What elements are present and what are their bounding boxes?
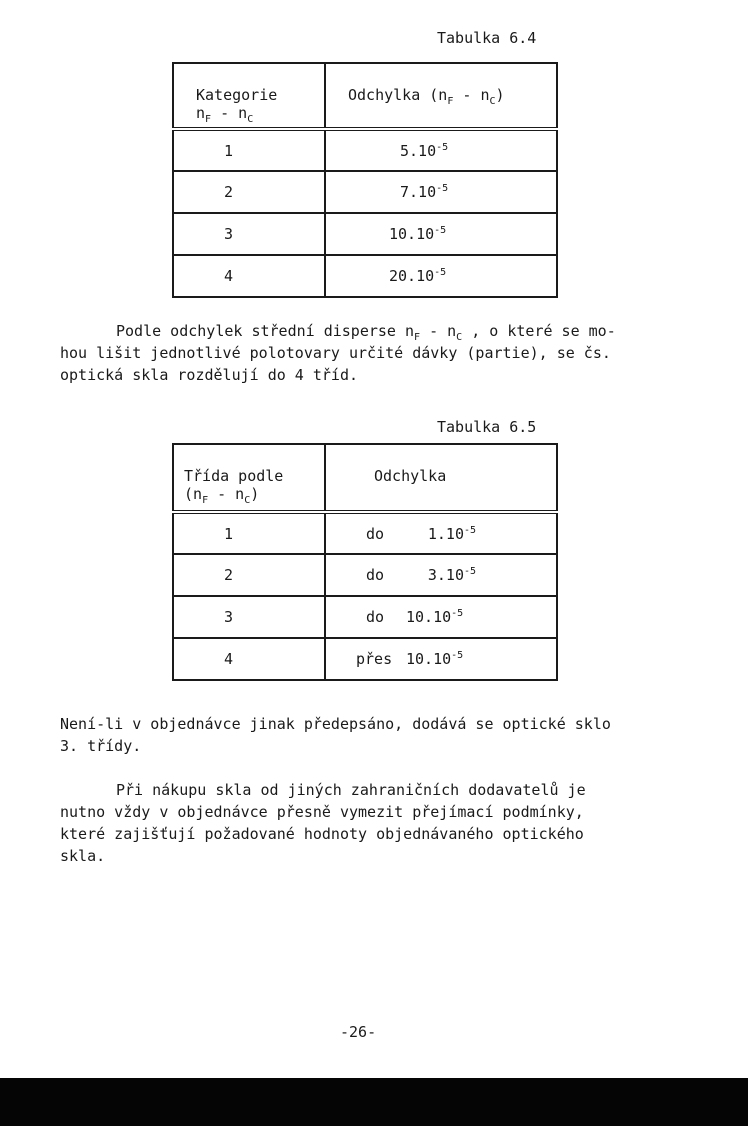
paragraph-line: hou lišit jednotlivé polotovary určité dávky (partie), se čs.: [60, 344, 611, 362]
cell-category: 3: [173, 213, 325, 255]
table-6-5-caption: Tabulka 6.5: [437, 418, 537, 436]
paragraph-disperse: [60, 320, 710, 386]
scan-edge-bar: [0, 1078, 748, 1126]
table-6-5: [172, 443, 558, 681]
cell-deviation: přes $10.10^{-5}$: [356, 650, 464, 668]
page-number: -26-: [340, 1023, 377, 1041]
header-trida: [173, 444, 325, 512]
paragraph-default-class: [60, 713, 720, 757]
cell-deviation: $20.10^{-5}$: [389, 267, 447, 285]
paragraph-foreign-suppliers: [60, 779, 720, 867]
paragraph-line: nutno vždy v objednávce přesně vymezit přejímací podmínky,: [60, 803, 584, 821]
cell-deviation: $7.10^{-5}$: [325, 171, 557, 213]
header-trida-line1: Třída podle: [184, 467, 284, 485]
cell-category: 2: [173, 171, 325, 213]
header-odchylka: Odchylka: [325, 444, 557, 512]
table-row: [173, 129, 557, 171]
paragraph-line: Podle odchylek střední disperse $n_F - n_C$ , o které se mo-: [116, 322, 616, 343]
table-6-4: [172, 62, 558, 298]
cell-deviation: do $10.10^{-5}$: [325, 596, 557, 638]
table-header-row: [173, 444, 557, 512]
table-row: [173, 638, 557, 680]
header-odchylka: Odchylka $(n_F - n_C)$: [325, 63, 557, 129]
table-row: [173, 596, 557, 638]
cell-category: 4: [173, 255, 325, 297]
paragraph-line: optická skla rozdělují do 4 tříd.: [60, 366, 359, 384]
table-row: [173, 554, 557, 596]
cell-class: 3: [173, 596, 325, 638]
cell-deviation: do $1.10^{-5}$: [325, 512, 557, 554]
header-kategorie-line2: $n_F - n_C$: [196, 104, 254, 125]
header-kategorie: [173, 63, 325, 129]
cell-deviation: $10.10^{-5}$: [325, 213, 557, 255]
table-row: [173, 255, 557, 297]
cell-class: 4: [173, 638, 325, 680]
cell-category: 1: [173, 129, 325, 171]
table-row: [173, 171, 557, 213]
paragraph-line: Při nákupu skla od jiných zahraničních dodavatelů je: [116, 781, 586, 799]
cell-class: 2: [173, 554, 325, 596]
table-row: [173, 512, 557, 554]
cell-class: 1: [173, 512, 325, 554]
paragraph-line: 3. třídy.: [60, 737, 142, 755]
cell-deviation: do $3.10^{-5}$: [325, 554, 557, 596]
cell-deviation: $5.10^{-5}$: [325, 129, 557, 171]
header-kategorie-line1: Kategorie: [196, 86, 278, 104]
paragraph-line: skla.: [60, 847, 106, 865]
table-row: [173, 213, 557, 255]
table-header-row: [173, 63, 557, 129]
paragraph-line: Není-li v objednávce jinak předepsáno, dodává se optické sklo: [60, 715, 611, 733]
table-6-4-caption: Tabulka 6.4: [437, 29, 537, 47]
header-trida-line2: $(n_F - n_C)$: [184, 485, 260, 506]
paragraph-line: které zajišťují požadované hodnoty objednávaného optického: [60, 825, 584, 843]
